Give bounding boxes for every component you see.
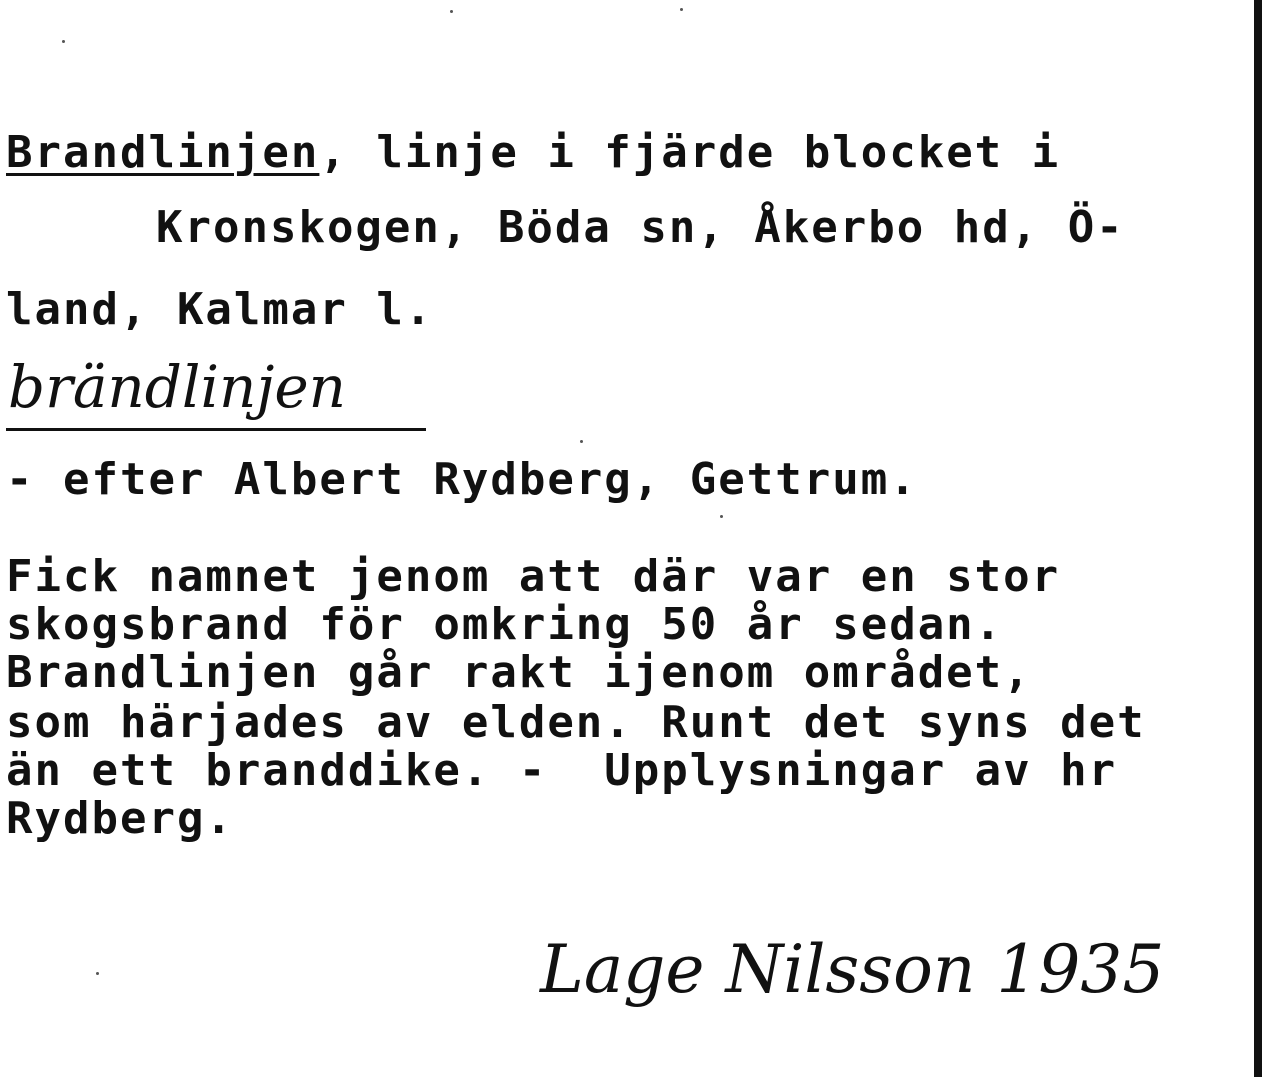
body-line: än ett branddike. - Upplysningar av hr xyxy=(6,745,1118,796)
body-line: som härjades av elden. Runt det syns det xyxy=(6,697,1146,748)
paper-speck xyxy=(96,972,99,975)
body-line: Brandlinjen går rakt ijenom området, xyxy=(6,647,1032,698)
paper-speck xyxy=(62,40,65,43)
heading-rest: , linje i fjärde blocket i xyxy=(319,127,1061,178)
body-line: Rydberg. xyxy=(6,793,234,844)
handwritten-underline xyxy=(6,428,426,431)
paper-speck xyxy=(580,440,583,443)
location-line-1: Kronskogen, Böda sn, Åkerbo hd, Ö- xyxy=(156,202,1125,253)
paper-speck xyxy=(680,8,683,11)
body-line: skogsbrand för omkring 50 år sedan. xyxy=(6,599,1004,650)
body-line: Fick namnet jenom att där var en stor xyxy=(6,551,1061,602)
paper-speck xyxy=(450,10,453,13)
handwritten-form: brändlinjen xyxy=(8,353,347,421)
headword: Brandlinjen xyxy=(6,127,320,178)
paper-speck xyxy=(720,515,723,518)
location-line-2: land, Kalmar l. xyxy=(6,284,434,335)
heading-line xyxy=(6,128,1060,178)
signature: Lage Nilsson 1935 xyxy=(540,931,1165,1008)
source-line: - efter Albert Rydberg, Gettrum. xyxy=(6,454,918,505)
card-edge xyxy=(1254,0,1262,1077)
